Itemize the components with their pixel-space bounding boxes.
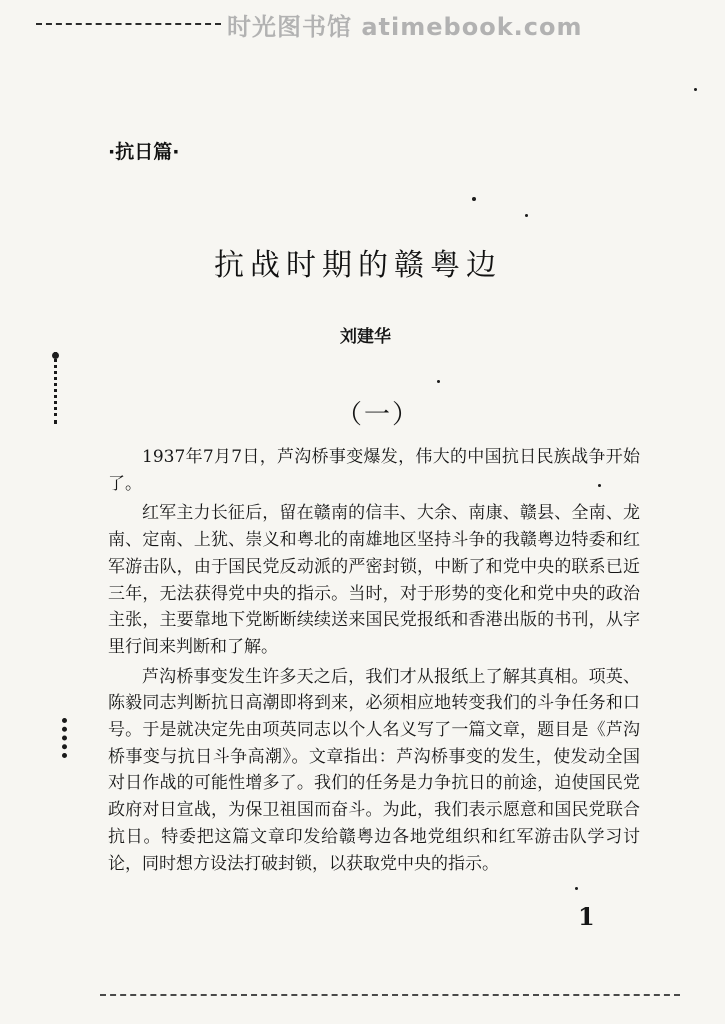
header-watermark-row	[36, 4, 583, 44]
margin-scan-mark	[62, 718, 67, 758]
section-label: ·抗日篇·	[108, 141, 180, 163]
paragraph: 红军主力长征后，留在赣南的信丰、大余、南康、赣县、全南、龙南、定南、上犹、崇义和粤北的南雄地区坚持斗争的我赣粤边特委和红军游击队，由于国民党反动派的严密封锁，中断了和党中央的联系已近三年，无法获得党中央的指示。当时，对于形势的变化和党中央的政治主张，主要靠地下党断断续续送来国民党报纸和香港出版的书刊，从字里行间来判断和了解。	[108, 503, 640, 657]
scan-speck	[575, 887, 578, 890]
bottom-dash-rule	[100, 994, 680, 996]
article-body	[108, 444, 640, 880]
article-title: 抗战时期的赣粤边	[214, 248, 502, 283]
scan-speck	[525, 214, 528, 217]
chapter-heading: （一）	[336, 400, 421, 430]
scan-speck	[437, 380, 440, 383]
scan-speck	[472, 197, 476, 201]
paragraph: 1937年7月7日，芦沟桥事变爆发，伟大的中国抗日民族战争开始了。	[108, 447, 640, 494]
paragraph: 芦沟桥事变发生许多天之后，我们才从报纸上了解其真相。项英、陈毅同志判断抗日高潮即将到来，必须相应地转变我们的斗争任务和口号。于是就决定先由项英同志以个人名义写了一篇文章，题目是《芦沟桥事变与抗日斗争高潮》。文章指出：芦沟桥事变的发生，使发动全国对日作战的可能性增多了。我们的任务是力争抗日的前途，迫使国民党政府对日宣战，为保卫祖国而奋斗。为此，我们表示愿意和国民党联合抗日。特委把这篇文章印发给赣粤边各地党组织和红军游击队学习讨论，同时想方设法打破封锁，以获取党中央的指示。	[108, 666, 640, 874]
article-author: 刘建华	[340, 327, 391, 347]
scan-speck	[52, 352, 59, 359]
watermark-text: 时光图书馆 atimebook.com	[227, 12, 583, 41]
scan-speck	[598, 484, 601, 487]
margin-scan-mark	[54, 352, 57, 424]
header-dash-rule	[36, 23, 221, 25]
scan-speck	[694, 88, 697, 91]
page-number: 1	[578, 902, 595, 931]
